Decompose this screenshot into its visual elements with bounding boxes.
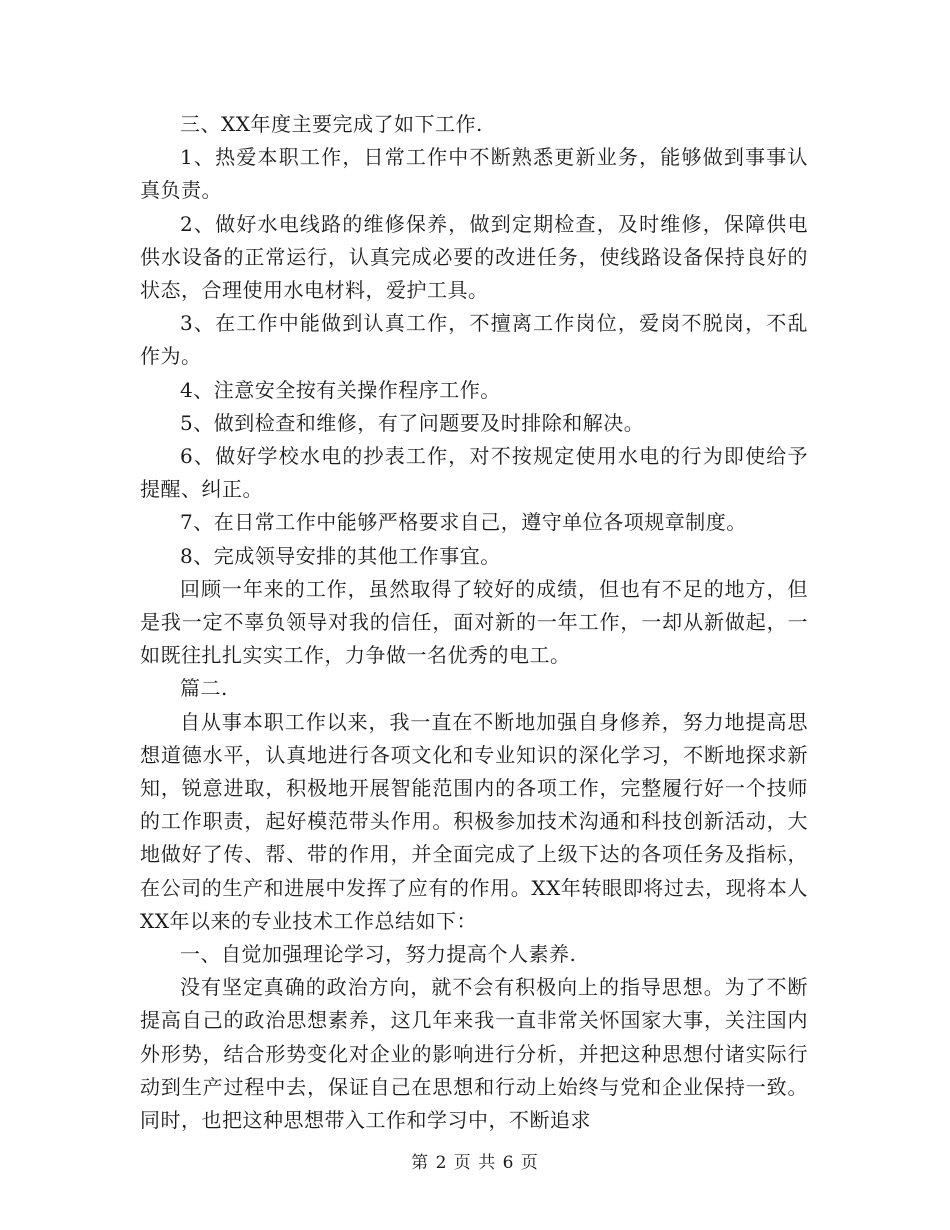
paragraph-item-2: 2、做好水电线路的维修保养，做到定期检查，及时维修，保障供电供水设备的正常运行，认真完成必要的改进任务，使线路设备保持良好的状态，合理使用水电材料，爱护工具。	[140, 211, 808, 303]
paragraph-item-5: 5、做到检查和维修，有了问题要及时排除和解决。	[180, 410, 645, 435]
page-number-footer: 第 2 页 共 6 页	[411, 1153, 539, 1173]
paragraph-item-6: 6、做好学校水电的抄表工作，对不按规定使用水电的行为即使给予提醒、纠正。	[140, 444, 808, 502]
paragraph-review: 回顾一年来的工作，虽然取得了较好的成绩，但也有不足的地方，但是我一定不辜负领导对我的信任，面对新的一年工作，一却从新做起，一如既往扎扎实实工作，力争做一名优秀的电工。	[140, 576, 808, 668]
document-body	[140, 108, 808, 1137]
paragraph-item-7: 7、在日常工作中能够严格要求自己，遵守单位各项规章制度。	[180, 510, 747, 535]
paragraph-item-8: 8、完成领导安排的其他工作事宜。	[180, 543, 501, 568]
paragraph-section-three-heading: 三、XX年度主要完成了如下工作.	[180, 112, 483, 136]
paragraph-part-two-heading: 篇二.	[180, 676, 228, 701]
paragraph-section-one-body: 没有坚定真确的政治方向，就不会有积极向上的指导思想。为了不断提高自己的政治思想素养，这几年来我一直非常关怀国家大事，关注国内外形势，结合形势变化对企业的影响进行分析，并把这种思想付诸实际行动到生产过程中去，保证自己在思想和行动上始终与党和企业保持一致。同时，也把这种思想带入工作和学习中，不断追求	[140, 975, 808, 1133]
paragraph-item-1: 1、热爱本职工作，日常工作中不断熟悉更新业务，能够做到事事认真负责。	[140, 145, 808, 203]
paragraph-part-two-intro: 自从事本职工作以来，我一直在不断地加强自身修养，努力地提高思想道德水平，认真地进行各项文化和专业知识的深化学习，不断地探求新知，锐意进取，积极地开展智能范围内的各项工作，完整履行好一个技师的工作职责，起好模范带头作用。积极参加技术沟通和科技创新活动，大地做好了传、帮、带的作用，并全面完成了上级下达的各项任务及指标，在公司的生产和进展中发挥了应有的作用。XX年转眼即将过去，现将本人XX年以来的专业技术工作总结如下：	[140, 709, 808, 933]
paragraph-item-4: 4、注意安全按有关操作程序工作。	[180, 377, 501, 402]
paragraph-item-3: 3、在工作中能做到认真工作，不擅离工作岗位，爱岗不脱岗，不乱作为。	[140, 311, 808, 369]
paragraph-section-one-heading: 一、自觉加强理论学习，努力提高个人素养.	[180, 942, 577, 967]
